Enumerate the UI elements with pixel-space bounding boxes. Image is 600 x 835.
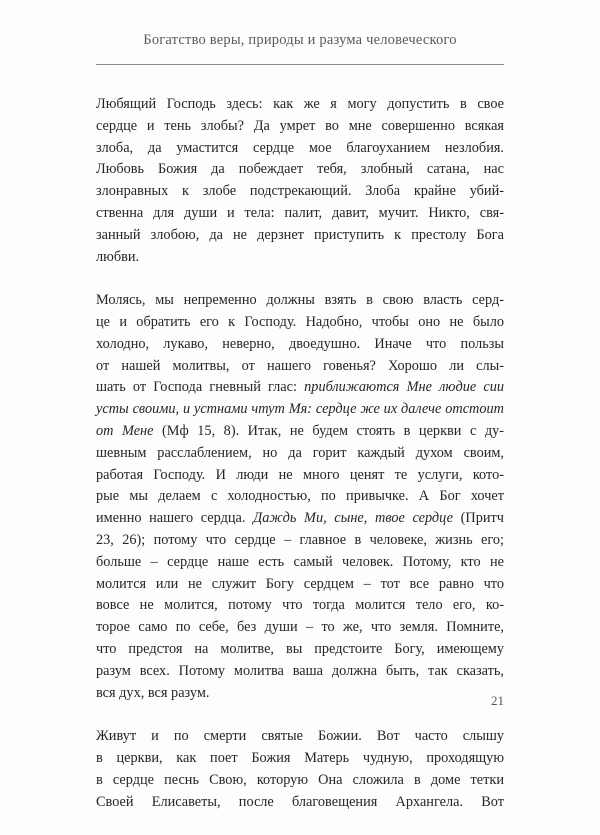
text-line: ственна для души и тела: палит, давит, мучит. Никто, свя- [96, 204, 504, 221]
running-header: Богатство веры, природы и разума человеческого [143, 32, 457, 48]
text-line: что предстоя на молитве, вы предстоите Богу, имеющему [96, 640, 504, 657]
paragraph [96, 290, 504, 704]
text-line: от нашей молитвы, от нашего говенья? Хорошо ли слы- [96, 357, 504, 374]
text-line: в сердце песнь Свою, которую Она сложила в доме тетки [96, 771, 504, 788]
scripture-quote: от Мене [96, 422, 154, 439]
text-line: холодно, лукаво, неверно, двоедушно. Иначе что пользы [96, 335, 504, 352]
text-line: Молясь, мы непременно должны взять в свою власть серд- [96, 292, 504, 309]
text-segment: шать от Господа гневный глас: [96, 379, 305, 396]
text-line: шевным расслаблением, но да горит каждый духом своим, [96, 444, 504, 461]
text-line [96, 421, 504, 443]
text-line: больше – сердце наше есть самый человек. Потому, кто не [96, 553, 504, 570]
text-line: це и обратить его к Господу. Надобно, чтобы оно не было [96, 313, 504, 330]
text-line [96, 399, 504, 421]
text-line: торое само по себе, без души – то же, что земля. Помните, [96, 619, 504, 636]
scripture-quote: приближаются Мне людие сии [304, 379, 504, 396]
page-number: 21 [491, 693, 504, 708]
text-line: разум всех. Потому молитва ваша должна быть, так сказать, [96, 662, 504, 679]
text-line: в церкви, как поет Божия Матерь чудную, проходящую [96, 749, 504, 766]
text-line: вся дух, вся разум. [96, 684, 210, 701]
text-line: злоба, да умастится сердце мое благоуханием незлобия. [96, 139, 504, 156]
main-text [96, 94, 504, 835]
scripture-quote: Даждь Ми, сыне, твое сердце [253, 510, 454, 527]
text-line: 23, 26); потому что сердце – главное в человеке, жизнь его; [96, 531, 504, 548]
text-line: Любовь Божия да побеждает тебя, злобный сатана, нас [96, 161, 504, 178]
text-line: сердце и тень злобы? Да умрет во мне совершенно всякая [96, 117, 504, 134]
text-line: вовсе не молится, потому что тогда молится тело его, ко- [96, 597, 504, 614]
text-line: работая Господу. И люди не много ценят те услуги, кото- [96, 466, 504, 483]
text-segment: именно нашего сердца. [96, 510, 254, 527]
header-rule [96, 64, 504, 65]
text-line [96, 377, 504, 399]
scripture-quote: усты своими, и устнами чтут Мя: сердце же их далече отстоит [96, 401, 504, 418]
text-segment: (Мф 15, 8). Итак, не будем стоять в церкви с ду- [153, 422, 505, 439]
text-line: Своей Елисаветы, после благовещения Архангела. Вот [96, 793, 504, 810]
text-line: молится или не служит Богу сердцем – тот все равно что [96, 575, 504, 592]
paragraph [96, 726, 504, 813]
text-line: занный злобою, да не дерзнет приступить к престолу Бога [96, 226, 504, 243]
text-line: любви. [96, 248, 140, 265]
text-segment: (Притч [453, 510, 504, 527]
text-line: Любящий Господь здесь: как же я могу допустить в свое [96, 96, 504, 112]
paragraph [96, 94, 504, 268]
text-line: злонравных к злобе подстрекающий. Злоба крайне убий- [96, 183, 504, 200]
text-line: Живут и по смерти святые Божии. Вот часто слышу [96, 728, 504, 745]
text-line [96, 508, 504, 530]
text-line: рые мы делаем с холодностью, по привычке. А Бог хочет [96, 488, 504, 505]
